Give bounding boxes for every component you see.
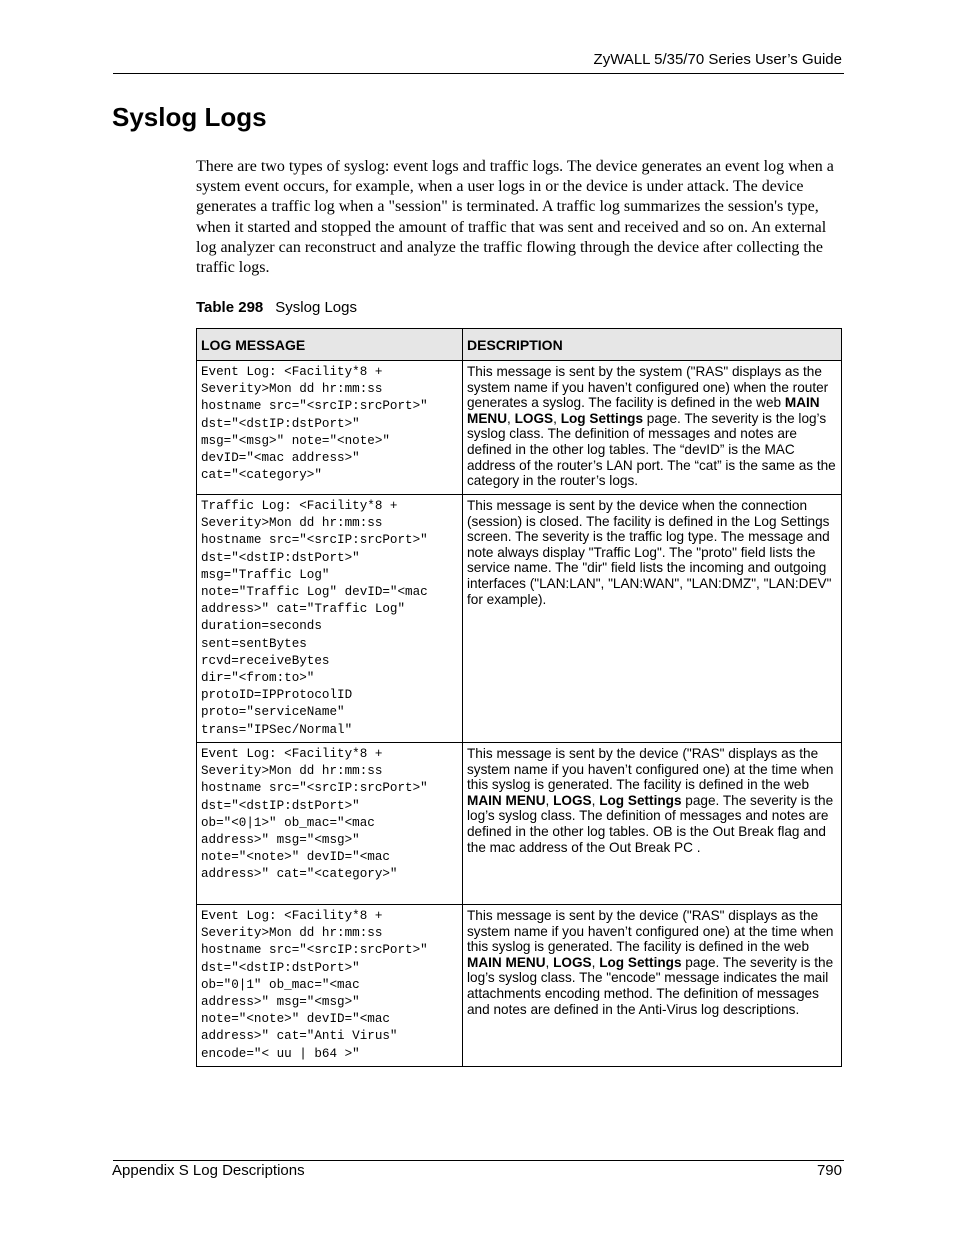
description-cell xyxy=(463,495,842,743)
menu-path-term: Log Settings xyxy=(599,792,682,808)
menu-path-term: MAIN MENU xyxy=(467,395,820,426)
description-text: , xyxy=(591,954,600,970)
description-text: This message is sent by the system ("RAS" displays as the system name if you haven’t configured one) when the router generates a syslog. The facility is defined in the web xyxy=(467,364,829,411)
menu-path-term: LOGS xyxy=(514,410,554,426)
menu-path-term: LOGS xyxy=(553,954,592,970)
header-rule xyxy=(113,73,844,74)
page-title: Syslog Logs xyxy=(112,102,267,132)
menu-path-term: LOGS xyxy=(553,792,592,808)
menu-path-term: Log Settings xyxy=(599,954,682,970)
table-caption-number: Table 298 xyxy=(196,299,264,316)
description-cell xyxy=(463,361,842,495)
menu-path-term: MAIN MENU xyxy=(467,954,546,970)
syslog-logs-table xyxy=(196,328,842,1067)
description-text: page. The severity is the log’s syslog class. The definition of messages and notes are defined in the other log tables. OB is the Out Break flag and the mac address of the Out Break PC . xyxy=(467,792,834,855)
menu-path-term: MAIN MENU xyxy=(467,792,546,808)
log-message-cell: Event Log: <Facility*8 + Severity>Mon dd hr:mm:ss hostname src="<srcIP:srcPort>" dst="<dstIP:dstPort>" ob="<0|1>" ob_mac="<mac address>" msg="<msg>" note="<note>" devID="<mac address>" cat="<category>" xyxy=(197,743,463,905)
description-text: , xyxy=(545,954,554,970)
table-caption xyxy=(196,299,357,316)
description-text: This message is sent by the device ("RAS" displays as the system name if you haven’t configured one) at the time when this syslog is generated. The facility is defined in the web xyxy=(467,908,834,955)
menu-path-term: Log Settings xyxy=(560,410,644,426)
running-header: ZyWALL 5/35/70 Series User’s Guide xyxy=(593,51,842,68)
table-row xyxy=(197,495,842,743)
footer-section: Appendix S Log Descriptions xyxy=(112,1162,305,1179)
description-text: page. The severity is the log’s syslog class. The definition of messages and notes are defined in the other log tables. The “devID” is the MAC address of the router’s LAN port. The “cat” is the same as the category in the router’s logs. xyxy=(467,410,836,489)
description-cell xyxy=(463,743,842,905)
intro-paragraph: There are two types of syslog: event logs and traffic logs. The device generates an event log when a system event occurs, for example, when a user logs in or the device is under attack. The device generates a traffic log when a "session" is terminated. A traffic log summarizes the session's type, when it started and stopped the amount of traffic that was sent and received and so on. An external log analyzer can reconstruct and analyze the traffic flowing through the device after collecting the traffic logs. xyxy=(196,158,834,277)
log-message-cell: Event Log: <Facility*8 + Severity>Mon dd hr:mm:ss hostname src="<srcIP:srcPort>" dst="<dstIP:dstPort>" msg="<msg>" note="<note>" devID="<mac address>" cat="<category>" xyxy=(197,361,463,495)
description-cell xyxy=(463,905,842,1067)
page-number: 790 xyxy=(816,1162,842,1179)
column-header-description: DESCRIPTION xyxy=(463,329,842,361)
log-message-cell: Traffic Log: <Facility*8 + Severity>Mon dd hr:mm:ss hostname src="<srcIP:srcPort>" dst="<dstIP:dstPort>" msg="Traffic Log" note="Traffic Log" devID="<mac address>" cat="Traffic Log" duration=seconds sent=sentBytes rcvd=receiveBytes dir="<from:to>" protoID=IPProtocolID proto="serviceName" trans="IPSec/Normal" xyxy=(197,495,463,743)
description-text: , xyxy=(591,792,600,808)
description-text: , xyxy=(545,792,554,808)
description-text: page. The severity is the log’s syslog class. The "encode" message indicates the mail attachments encoding method. The definition of messages and notes are defined in the Anti-Virus log descriptions. xyxy=(467,954,834,1017)
description-text: This message is sent by the device ("RAS" displays as the system name if you haven’t configured one) at the time when this syslog is generated. The facility is defined in the web xyxy=(467,746,834,793)
column-header-log-message: LOG MESSAGE xyxy=(197,329,463,361)
footer-rule xyxy=(113,1160,844,1161)
table-row xyxy=(197,743,842,905)
table-row xyxy=(197,361,842,495)
table-row xyxy=(197,905,842,1067)
description-text: , xyxy=(507,410,515,426)
table-header-row xyxy=(197,329,842,361)
log-message-cell: Event Log: <Facility*8 + Severity>Mon dd hr:mm:ss hostname src="<srcIP:srcPort>" dst="<dstIP:dstPort>" ob="0|1" ob_mac="<mac address>" msg="<msg>" note="<note>" devID="<mac address>" cat="Anti Virus" encode="< uu | b64 >" xyxy=(197,905,463,1067)
description-text: , xyxy=(553,410,561,426)
table-caption-title: Syslog Logs xyxy=(275,299,357,316)
description-text: This message is sent by the device when the connection (session) is closed. The facility is defined in the Log Settings screen. The severity is the traffic log type. The message and note always display "Traffic Log". The "proto" field lists the service name. The "dir" field lists the incoming and outgoing interfaces ("LAN:LAN", "LAN:WAN", "LAN:DMZ", "LAN:DEV" for example). xyxy=(467,498,832,607)
